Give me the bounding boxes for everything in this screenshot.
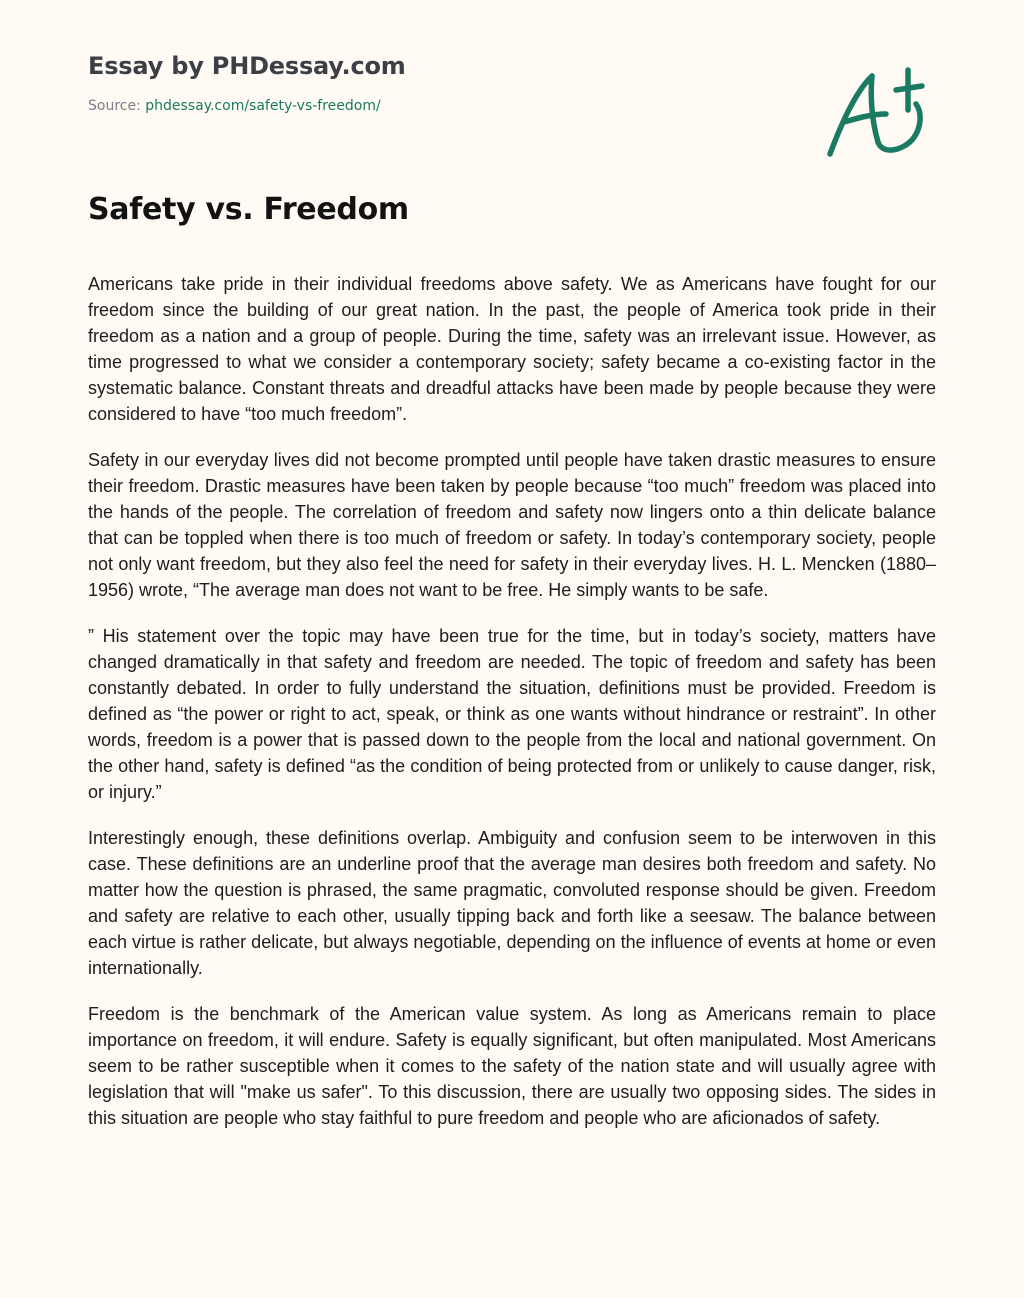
essay-title: Safety vs. Freedom [88, 192, 409, 227]
essay-paragraph: Freedom is the benchmark of the American value system. As long as Americans remain to place importance on freedom, it will endure. Safety is equally significant, but often manipulated. Most Americans seem to be rather susceptible when it comes to the safety of the nation state and will usually agree with legislation that will "make us safer". To this discussion, there are usually two opposing sides. The sides in this situation are people who stay faithful to pure freedom and people who are aficionados of safety. [88, 1004, 936, 1128]
essay-paragraph: Safety in our everyday lives did not become prompted until people have taken drastic measures to ensure their freedom. Drastic measures have been taken by people because “too much” freedom was placed into the hands of the people. The correlation of freedom and safety now lingers onto a thin delicate balance that can be toppled when there is too much of freedom or safety. In today’s contemporary society, people not only want freedom, but they also feel the need for safety in their everyday lives. H. L. Mencken (1880–1956) wrote, “The average man does not want to be free. He simply wants to be safe. [88, 450, 936, 600]
source-label: Source: [88, 98, 146, 114]
essay-paragraph: Americans take pride in their individual freedoms above safety. We as Americans have fought for our freedom since the building of our great nation. In the past, the people of America took pride in their freedom as a nation and a group of people. During the time, safety was an irrelevant issue. However, as time progressed to what we consider a contemporary society; safety became a co-existing factor in the systematic balance. Constant threats and dreadful attacks have been made by people because they were considered to have “too much freedom”. [88, 274, 936, 424]
a-plus-grade-icon [820, 62, 932, 162]
site-header [88, 48, 406, 116]
essay-paragraph: Interestingly enough, these definitions overlap. Ambiguity and confusion seem to be interwoven in this case. These definitions are an underline proof that the average man desires both freedom and safety. No matter how the question is phrased, the same pragmatic, convoluted response should be given. Freedom and safety are relative to each other, usually tipping back and forth like a seesaw. The balance between each virtue is rather delicate, but always negotiable, depending on the influence of events at home or even internationally. [88, 828, 936, 978]
source-link[interactable]: phdessay.com/safety-vs-freedom/ [145, 98, 381, 114]
essay-paragraph: ” His statement over the topic may have been true for the time, but in today’s society, matters have changed dramatically in that safety and freedom are needed. The topic of freedom and safety has been constantly debated. In order to fully understand the situation, definitions must be provided. Freedom is defined as “the power or right to act, speak, or think as one wants without hindrance or restraint”. In other words, freedom is a power that is passed down to the people from the local and national government. On the other hand, safety is defined “as the condition of being protected from or unlikely to cause danger, risk, or injury.” [88, 626, 936, 802]
essay-body [88, 271, 936, 1249]
source-line [88, 96, 406, 116]
brand-title: Essay by PHDessay.com [88, 52, 406, 80]
